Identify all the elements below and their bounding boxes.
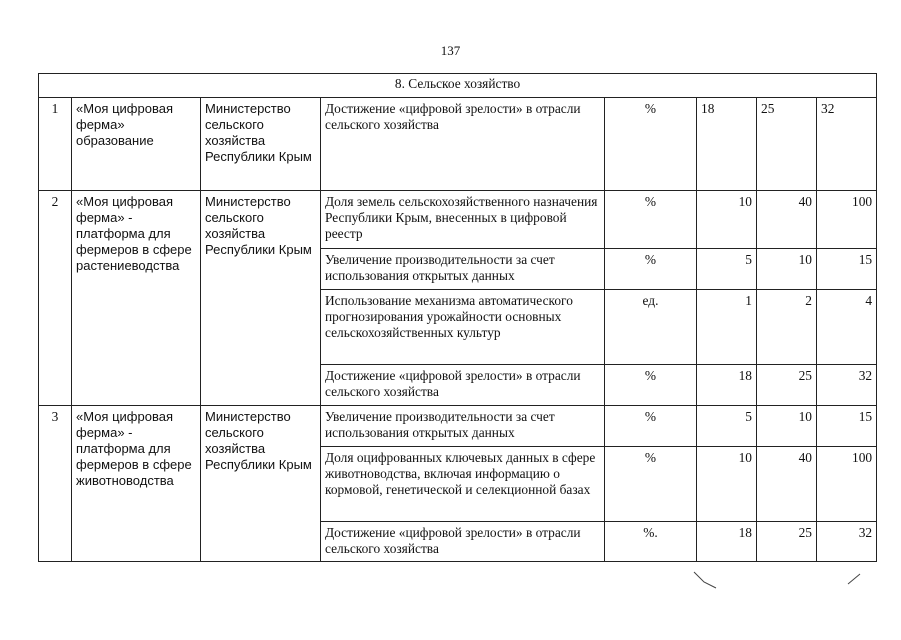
indicators-table xyxy=(38,73,877,562)
indicator-text: Доля земель сельскохозяйственного назначения Республики Крым, внесенных в цифровой реестр xyxy=(321,191,605,249)
indicator-value-2: 40 xyxy=(757,191,817,249)
indicator-value-2: 10 xyxy=(757,406,817,447)
indicator-value-3: 32 xyxy=(817,365,877,406)
responsible-ministry: Министерство сельского хозяйства Республики Крым xyxy=(201,98,321,191)
indicator-value-3: 4 xyxy=(817,290,877,365)
indicator-value-1: 10 xyxy=(697,447,757,522)
row-number: 1 xyxy=(39,98,72,191)
responsible-ministry: Министерство сельского хозяйства Республики Крым xyxy=(201,191,321,406)
scan-mark-decoration xyxy=(690,568,730,598)
indicator-value-2: 2 xyxy=(757,290,817,365)
indicator-value-1: 18 xyxy=(697,522,757,562)
indicator-value-2: 25 xyxy=(757,98,817,191)
indicator-unit: % xyxy=(605,447,697,522)
indicator-value-1: 10 xyxy=(697,191,757,249)
section-header-row xyxy=(39,74,877,98)
indicator-text: Достижение «цифровой зрелости» в отрасли сельского хозяйства xyxy=(321,522,605,562)
indicator-text: Использование механизма автоматического прогнозирования урожайности основных сельскохозяйственных культур xyxy=(321,290,605,365)
indicator-value-1: 5 xyxy=(697,249,757,290)
indicator-value-1: 5 xyxy=(697,406,757,447)
row-number: 2 xyxy=(39,191,72,406)
project-name: «Моя цифровая ферма» образование xyxy=(72,98,201,191)
indicator-value-1: 1 xyxy=(697,290,757,365)
indicator-unit: ед. xyxy=(605,290,697,365)
indicator-value-3: 15 xyxy=(817,406,877,447)
section-title: 8. Сельское хозяйство xyxy=(39,74,877,98)
page-number: 137 xyxy=(440,43,461,58)
row-number: 3 xyxy=(39,406,72,562)
indicator-text: Достижение «цифровой зрелости» в отрасли сельского хозяйства xyxy=(321,365,605,406)
indicator-text: Увеличение производительности за счет использования открытых данных xyxy=(321,249,605,290)
indicator-value-3: 100 xyxy=(817,447,877,522)
indicator-value-2: 25 xyxy=(757,522,817,562)
scan-mark-stroke xyxy=(694,572,716,588)
indicator-value-3: 32 xyxy=(817,522,877,562)
responsible-ministry: Министерство сельского хозяйства Республики Крым xyxy=(201,406,321,562)
indicator-unit: % xyxy=(605,249,697,290)
indicator-value-2: 40 xyxy=(757,447,817,522)
indicator-value-2: 10 xyxy=(757,249,817,290)
indicator-unit: %. xyxy=(605,522,697,562)
indicator-value-1: 18 xyxy=(697,365,757,406)
indicator-value-2: 25 xyxy=(757,365,817,406)
table-row xyxy=(39,406,877,447)
scan-mark-decoration xyxy=(842,566,872,590)
scan-mark-stroke xyxy=(848,574,860,584)
indicator-value-1: 18 xyxy=(697,98,757,191)
indicator-value-3: 15 xyxy=(817,249,877,290)
table-row xyxy=(39,98,877,191)
indicator-text: Доля оцифрованных ключевых данных в сфере животноводства, включая информацию о кормовой, генетической и селекционной базах xyxy=(321,447,605,522)
indicator-unit: % xyxy=(605,365,697,406)
indicator-unit: % xyxy=(605,98,697,191)
indicator-text: Увеличение производительности за счет использования открытых данных xyxy=(321,406,605,447)
indicator-text: Достижение «цифровой зрелости» в отрасли сельского хозяйства xyxy=(321,98,605,191)
table-row xyxy=(39,191,877,249)
project-name: «Моя цифровая ферма» - платформа для фермеров в сфере растениеводства xyxy=(72,191,201,406)
indicator-value-3: 100 xyxy=(817,191,877,249)
indicator-value-3: 32 xyxy=(817,98,877,191)
indicator-unit: % xyxy=(605,406,697,447)
project-name: «Моя цифровая ферма» - платформа для фермеров в сфере животноводства xyxy=(72,406,201,562)
indicator-unit: % xyxy=(605,191,697,249)
